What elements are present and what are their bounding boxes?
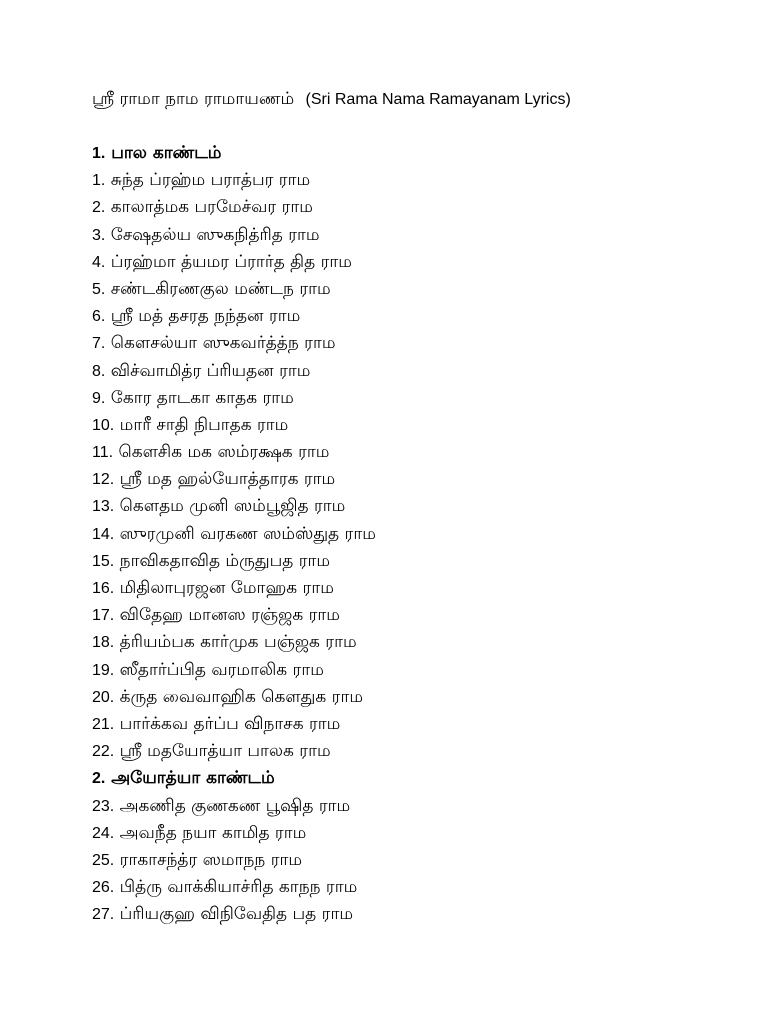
verse-number: 25. bbox=[92, 851, 115, 869]
verse-line bbox=[92, 276, 732, 303]
verse-number: 21. bbox=[92, 715, 115, 733]
verse-text: அகணித குணகண பூஷித ராம bbox=[119, 795, 351, 816]
title-english: (Sri Rama Nama Ramayanam Lyrics) bbox=[305, 91, 571, 108]
verse-number: 8. bbox=[92, 362, 106, 380]
verse-line bbox=[92, 711, 732, 738]
verse-line bbox=[92, 847, 732, 874]
verse-number: 20. bbox=[92, 688, 115, 706]
verse-line bbox=[92, 793, 732, 820]
title-tamil: ஸ்ரீ ராமா நாம ராமாயணம் bbox=[92, 89, 295, 109]
verse-text: மாரீ சாதி நிபாதக ராம bbox=[119, 414, 289, 435]
verse-text: க்ருத வைவாஹிக கௌதுக ராம bbox=[119, 686, 364, 707]
verse-number: 6. bbox=[92, 308, 106, 326]
verse-text: ப்ரஹ்மா த்யமர ப்ரார்த தித ராம bbox=[110, 251, 352, 272]
verse-number: 22. bbox=[92, 743, 115, 761]
verse-number: 3. bbox=[92, 226, 106, 244]
verse-text: மிதிலாபுரஜன மோஹக ராம bbox=[119, 578, 334, 598]
verse-line bbox=[92, 412, 732, 439]
verse-line bbox=[92, 548, 732, 575]
verse-line bbox=[92, 575, 732, 602]
verse-number: 9. bbox=[92, 389, 106, 407]
verse-line bbox=[92, 303, 732, 330]
verse-text: கௌசிக மக ஸம்ரக்ஷக ராம bbox=[118, 442, 330, 463]
verse-number: 15. bbox=[92, 552, 115, 570]
verse-text: சுந்த ப்ரஹ்ம பராத்பர ராம bbox=[110, 170, 311, 191]
verse-text: அவநீத நயா காமித ராம bbox=[119, 822, 307, 843]
verse-text: கோர தாடகா காதக ராம bbox=[110, 387, 294, 408]
verse-text: த்ரியம்பக கார்முக பஞ்ஜக ராம bbox=[119, 632, 357, 653]
verse-text: சண்டகிரணகுல மண்டந ராம bbox=[110, 278, 331, 299]
verse-line bbox=[92, 629, 732, 656]
verse-text: கௌசல்யா ஸுகவர்த்த்ந ராம bbox=[110, 333, 336, 354]
verse-number: 26. bbox=[92, 879, 115, 897]
section-heading bbox=[92, 765, 732, 792]
verse-text: ப்ரியகுஹ விநிவேதித பத ராம bbox=[119, 904, 353, 925]
verse-line bbox=[92, 602, 732, 629]
verse-line bbox=[92, 874, 732, 901]
verse-text: பித்ரு வாக்கியாச்ரித காநந ராம bbox=[119, 877, 358, 898]
verse-number: 4. bbox=[92, 253, 106, 271]
verse-text: விதேஹ மானஸ ரஞ்ஜக ராம bbox=[119, 605, 340, 626]
verse-text: சேஷதல்ய ஸுகநித்ரித ராம bbox=[110, 224, 320, 245]
section-heading bbox=[92, 140, 732, 167]
verse-number: 7. bbox=[92, 335, 106, 353]
verse-number: 16. bbox=[92, 580, 115, 597]
section-number: 2. bbox=[92, 770, 106, 788]
verse-line bbox=[92, 249, 732, 276]
section-number: 1. bbox=[92, 145, 106, 162]
verse-text: ஸ்ரீ மத ஹல்யோத்தாரக ராம bbox=[119, 469, 336, 490]
verse-line bbox=[92, 738, 732, 765]
verse-number: 11. bbox=[92, 444, 114, 462]
document-title bbox=[92, 86, 732, 113]
verse-number: 23. bbox=[92, 797, 115, 815]
verse-text: விச்வாமித்ர ப்ரியதன ராம bbox=[110, 360, 311, 381]
verse-text: கௌதம முனி ஸம்பூஜித ராம bbox=[119, 496, 346, 517]
verse-line bbox=[92, 820, 732, 847]
verse-number: 17. bbox=[92, 607, 115, 625]
verse-text: ஸ்ரீ மத் தசரத நந்தன ராம bbox=[110, 306, 301, 327]
verse-line bbox=[92, 466, 732, 493]
verse-number: 27. bbox=[92, 906, 115, 924]
verse-number: 5. bbox=[92, 280, 106, 298]
verse-line bbox=[92, 521, 732, 548]
verse-number: 14. bbox=[92, 525, 115, 543]
verse-text: ராகாசந்த்ர ஸமாநந ராம bbox=[119, 849, 303, 870]
verse-list bbox=[92, 140, 732, 928]
verse-text: நாவிகதாவித ம்ருதுபத ராம bbox=[119, 550, 331, 571]
verse-number: 18. bbox=[92, 634, 115, 652]
section-title: அயோத்யா காண்டம் bbox=[111, 768, 275, 789]
verse-number: 10. bbox=[92, 416, 115, 434]
verse-line bbox=[92, 358, 732, 385]
verse-text: ஸீதார்ப்பித வரமாலிக ராம bbox=[119, 659, 324, 680]
verse-line bbox=[92, 493, 732, 520]
verse-number: 19. bbox=[92, 661, 115, 679]
verse-number: 13. bbox=[92, 498, 115, 516]
verse-line bbox=[92, 684, 732, 711]
verse-line bbox=[92, 657, 732, 684]
verse-number: 1. bbox=[92, 172, 106, 190]
verse-number: 2. bbox=[92, 199, 106, 217]
section-title: பால காண்டம் bbox=[111, 143, 222, 163]
verse-line bbox=[92, 222, 732, 249]
verse-line bbox=[92, 439, 732, 466]
verse-line bbox=[92, 385, 732, 412]
verse-line bbox=[92, 194, 732, 221]
verse-text: பார்க்கவ தர்ப்ப விநாசக ராம bbox=[119, 713, 341, 734]
verse-number: 12. bbox=[92, 471, 115, 489]
document-page bbox=[92, 86, 732, 928]
verse-text: காலாத்மக பரமேச்வர ராம bbox=[110, 197, 313, 218]
verse-line bbox=[92, 167, 732, 194]
verse-line bbox=[92, 901, 732, 928]
verse-line bbox=[92, 330, 732, 357]
verse-text: ஸுரமுனி வரகண ஸம்ஸ்துத ராம bbox=[119, 523, 376, 544]
verse-text: ஸ்ரீ மதயோத்யா பாலக ராம bbox=[119, 741, 331, 762]
verse-number: 24. bbox=[92, 824, 115, 842]
